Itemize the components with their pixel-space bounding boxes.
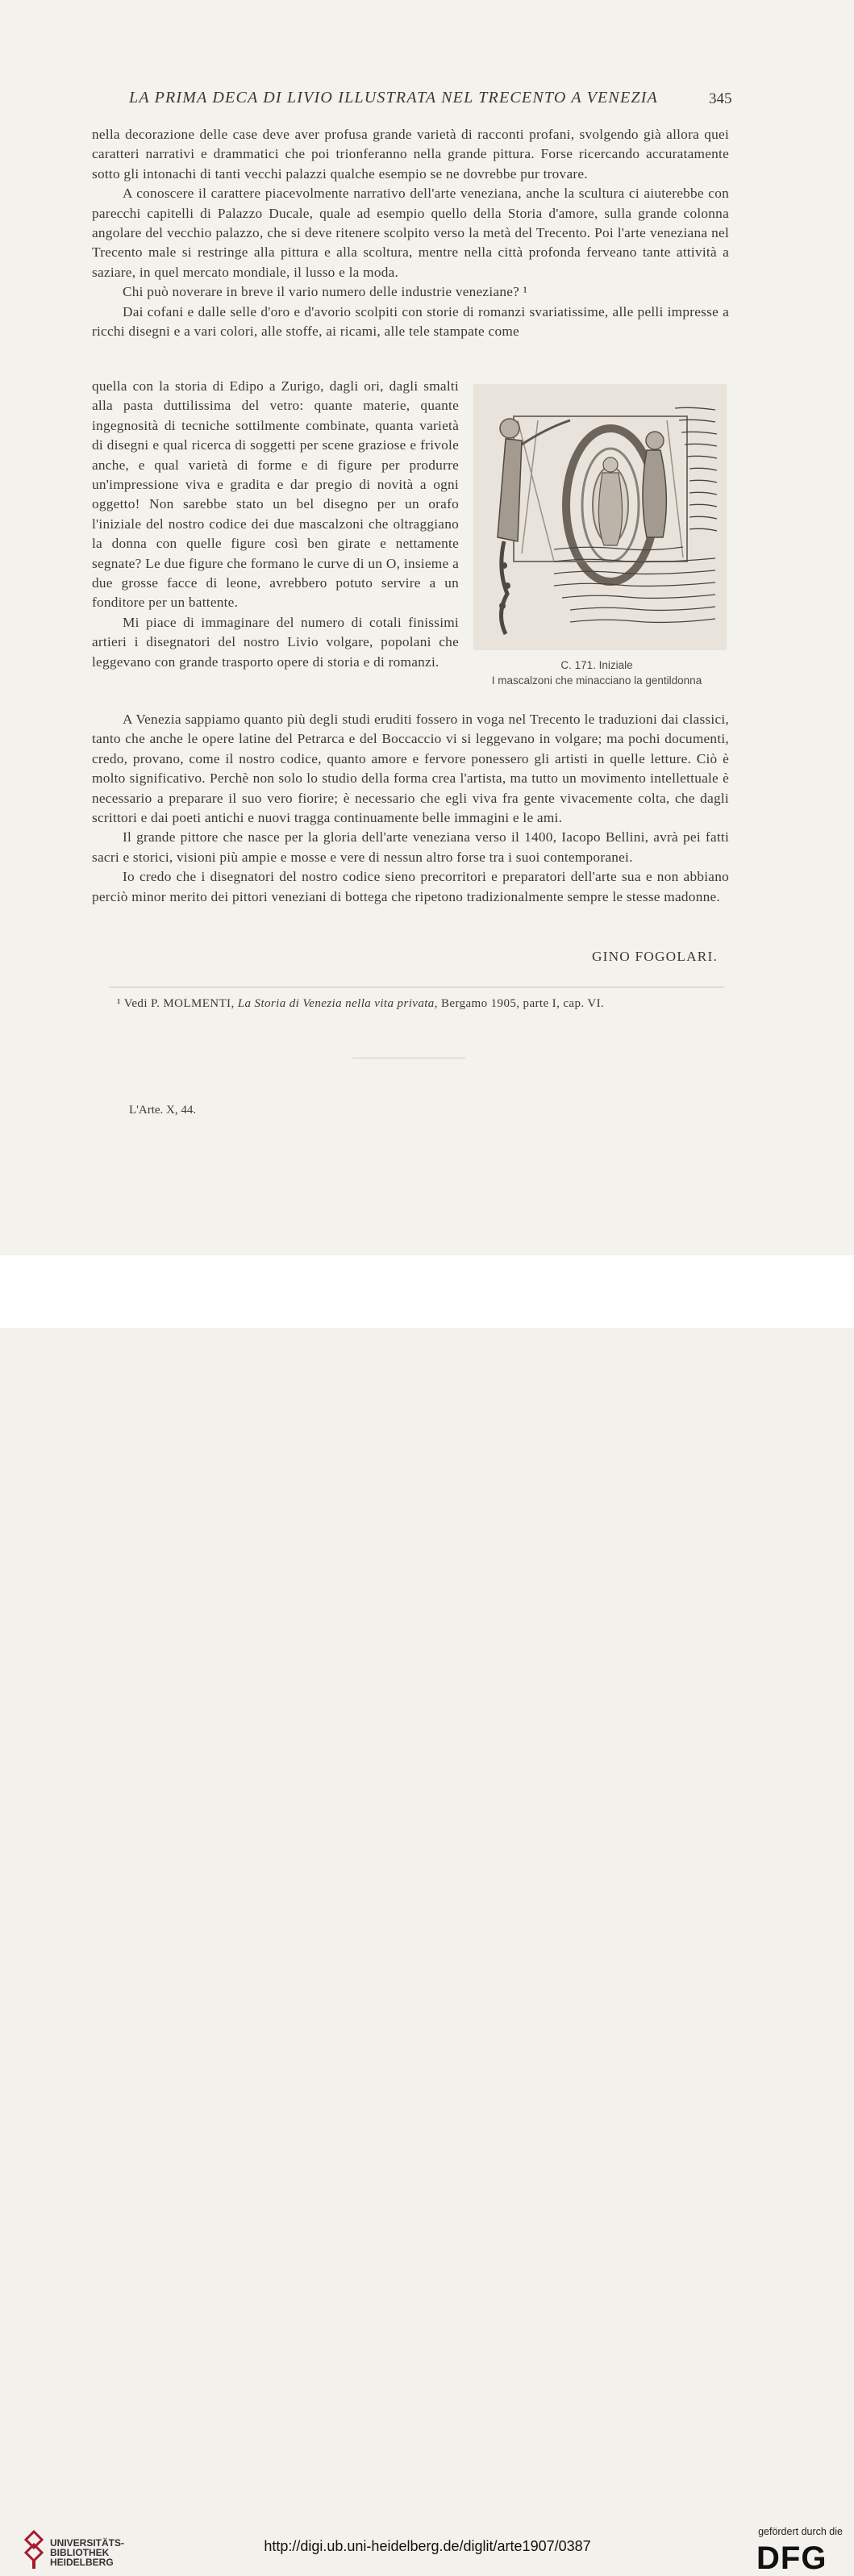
body-text-bottom [92, 710, 729, 907]
paragraph: Mi piace di immaginare del numero di cotali finissimi artieri i disegnatori del nostro Livio volgare, popolani che leggevano con grande trasporto opere di storia e di romanzi. [92, 614, 459, 670]
page-number: 345 [709, 90, 732, 107]
paragraph: Chi può noverare in breve il vario numero delle industrie veneziane? ¹ [123, 284, 528, 300]
running-title: LA PRIMA DECA DI LIVIO ILLUSTRATA NEL TRECENTO A VENEZIA [129, 89, 658, 106]
caption-description: I mascalzoni che minacciano la gentildonna [491, 674, 702, 687]
footnote: ¹ Vedi P. MOLMENTI, La Storia di Venezia nella vita privata, Bergamo 1905, parte I, cap. VI. [117, 997, 605, 1010]
library-line: UNIVERSITÄTS- [50, 2537, 125, 2549]
manuscript-initial-figure [473, 384, 727, 650]
paragraph: quella con la storia di Edipo a Zurigo, dagli ori, dagli smalti alla pasta duttilissima del vetro: quante materie, quante ingegnosità di tecniche sottilmente combinate, quanta varietà di disegni e qual ricerca di soggetti per scene graziose e frivole anche, e qual varietà di forme e di figure per produrre un'impressione viva e gradita e dar pregio di novità a ogni oggetto! Non sarebbe stato un bel disegno per un orafo l'iniziale del nostro codice dei due mascalzoni che oltraggiano la donna con quelle figure così ben girate e nettamente segnate? Le due figure che formano le curve di un O, insieme a due grosse facce di leone, avrebbero potuto servire a un fonditore per un battente. [92, 378, 459, 611]
dfg-logo-icon[interactable] [756, 2541, 844, 2574]
figure-caption [460, 658, 734, 688]
library-line: BIBLIOTHEK [50, 2547, 110, 2558]
paragraph: nella decorazione delle case deve aver profusa grande varietà di racconti profani, svolgendo già allora quei caratteri narrativi e drammatici che poi trionferanno nella grande pittura. Forse ricercando accuratamente sotto gli intonachi di tanti vecchi palazzi qualche esempio se ne dovrebbe pur trovare. [92, 127, 729, 182]
library-line: HEIDELBERG [50, 2557, 114, 2568]
footnote-title: La Storia di Venezia nella vita privata [237, 997, 435, 1010]
paragraph: Io credo che i disegnatori del nostro codice sieno precorritori e preparatori dell'arte sua e non abbiano perciò minor merito dei pittori veneziani di bottega che ripetono tradizionalmente sempre le stesse madonne. [92, 869, 729, 904]
initial-drawing-illustration [473, 384, 727, 650]
paragraph: A Venezia sappiamo quanto più degli studi eruditi fossero in voga nel Trecento le traduzioni dai classici, tanto che anche le opere latine del Petrarca e del Boccaccio vi si leggevano in volgare; ma pochi documenti, credo, provano, come il nostro codice, quanto amore e fervore ponessero gli artisti in quelle letture. Ciò è molto significativo. Perchè non solo lo studio della forma crea l'artista, ma tutto un movimento intellettuale è necessario a preparare il suo vero fiorire; è necessario che egli viva fra gente vivacemente colta, che dagli scrittori e dai poeti antichi e nuovi tragga continuamente belle immagini e le ami. [92, 712, 729, 826]
footnote-marker: ¹ [117, 997, 121, 1010]
library-name[interactable] [50, 2538, 124, 2567]
paragraph: Dai cofani e dalle selle d'oro e d'avorio scolpiti con storie di romanzi svariatissime, alle pelli impresse a ricchi disegni e a vari colori, alle stoffe, ai ricami, alle tele stampate come [92, 303, 729, 340]
footnote-author: MOLMENTI [163, 997, 231, 1010]
sponsor-label: gefördert durch die [758, 2526, 843, 2537]
caption-title: C. 171. Iniziale [560, 659, 633, 671]
permalink-url[interactable]: http://digi.ub.uni-heidelberg.de/diglit/arte1907/0387 [264, 2538, 591, 2554]
dfg-logo-text: DFG [756, 2541, 827, 2576]
footnote-prefix: Vedi P. [123, 997, 164, 1010]
university-library-logo-icon[interactable] [23, 2528, 45, 2570]
body-text-column [92, 377, 459, 672]
author-signature: GINO FOGOLARI. [591, 949, 718, 964]
paragraph: A conoscere il carattere piacevolmente narrativo dell'arte veneziana, anche la scultura ci aiuterebbe con parecchi capitelli di Palazzo Ducale, quale ad esempio quello della Storia d'amore, sulla grande colonna angolare del vecchio palazzo, che si deve ritenere scolpito verso la metà del Trecento. Poi l'arte veneziana nel Trecento male si restringe alla pittura e alla scoltura, mentre nella città profonda ferveano tante attività a saziare, in quel mercato mondiale, il lusso e la moda. [92, 186, 729, 280]
scanned-page [0, 0, 854, 1255]
footnote-suffix: , Bergamo 1905, parte I, cap. VI. [434, 997, 605, 1010]
paragraph: Il grande pittore che nasce per la gloria dell'arte veneziana verso il 1400, Iacopo Bellini, avrà pei fatti sacri e storici, visioni più ampie e mosse e vere di nessun altro forse tra i suoi contemporanei. [92, 829, 729, 865]
sheet-signature: L'Arte. X, 44. [129, 1104, 197, 1117]
digitization-footer [0, 1255, 854, 2576]
body-text-top [92, 125, 729, 341]
